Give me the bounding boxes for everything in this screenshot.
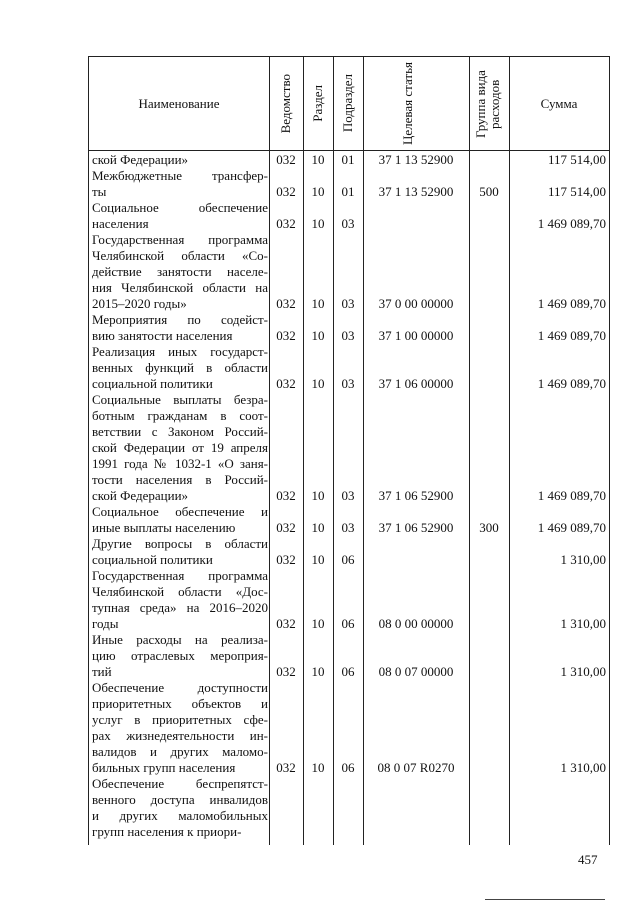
cell-razdel: 10 — [311, 520, 325, 535]
cell-podrazdel: 06 — [341, 664, 355, 679]
cell-celevaya: 37 1 06 52900 — [378, 520, 454, 535]
row-name-line: Иные расходы на реализа- — [92, 632, 268, 647]
cell-summa: 1 469 089,70 — [537, 296, 606, 311]
cell-podrazdel: 03 — [341, 216, 355, 231]
header-razdel: Раздел — [310, 85, 325, 122]
cell-summa: 1 469 089,70 — [537, 216, 606, 231]
cell-razdel: 10 — [311, 328, 325, 343]
cell-podrazdel: 03 — [341, 488, 355, 503]
row-name-line: действие занятости населе- — [92, 264, 268, 279]
table-row — [89, 344, 609, 392]
cell-razdel: 10 — [311, 216, 325, 231]
row-name-line: социальной политики — [92, 376, 213, 391]
cell-podrazdel: 03 — [341, 520, 355, 535]
row-name — [92, 152, 268, 168]
cell-summa: 1 469 089,70 — [537, 520, 606, 535]
cell-podrazdel: 03 — [341, 328, 355, 343]
row-name-line: венного доступа инвалидов — [92, 792, 268, 807]
row-name-line: ской Федерации от 19 апреля — [92, 440, 268, 455]
row-name — [92, 504, 268, 536]
cell-celevaya: 37 1 06 52900 — [378, 488, 454, 503]
row-name-line: Обеспечение доступности — [92, 680, 268, 695]
cell-razdel: 10 — [311, 664, 325, 679]
row-name — [92, 344, 268, 392]
table-row — [89, 632, 609, 680]
cell-podrazdel: 03 — [341, 376, 355, 391]
cell-celevaya: 37 1 13 52900 — [378, 184, 454, 199]
cell-podrazdel: 03 — [341, 296, 355, 311]
cell-celevaya: 37 1 13 52900 — [378, 152, 454, 167]
cell-ved: 032 — [276, 616, 296, 631]
cell-razdel: 10 — [311, 760, 325, 775]
row-name-line: ской Федерации» — [92, 488, 189, 503]
row-name-line: Социальное обеспечение — [92, 200, 268, 215]
row-name-line: цию отраслевых мероприя- — [92, 648, 268, 663]
row-name-line: ботным гражданам в соот- — [92, 408, 268, 423]
cell-razdel: 10 — [311, 152, 325, 167]
cell-podrazdel: 01 — [341, 184, 355, 199]
table-row — [89, 168, 609, 200]
cell-razdel: 10 — [311, 296, 325, 311]
budget-table — [88, 56, 610, 845]
row-name-line: населения — [92, 216, 149, 231]
row-name-line: бильных групп населения — [92, 760, 236, 775]
row-name-line: тупная среда» на 2016–2020 — [92, 600, 268, 615]
table-row — [89, 776, 609, 840]
table-row — [89, 536, 609, 568]
row-name-line: венных функций в области — [92, 360, 268, 375]
row-name — [92, 776, 268, 840]
header-gruppa: Группа вида расходов — [473, 69, 502, 138]
header-podrazdel: Подраздел — [340, 74, 355, 133]
row-name-line: Межбюджетные трансфер- — [92, 168, 268, 183]
row-name-line: Обеспечение беспрепятст- — [92, 776, 268, 791]
header-podrazdel-cell — [333, 57, 363, 150]
row-name-line: услуг в приоритетных сфе- — [92, 712, 268, 727]
page-number: 457 — [578, 852, 598, 867]
footer-line — [485, 899, 605, 900]
row-name-line: иные выплаты населению — [92, 520, 236, 535]
cell-gruppa: 300 — [479, 520, 499, 535]
row-name-line: Реализация иных государст- — [92, 344, 268, 359]
row-name-line: 1991 года № 1032-1 «О заня- — [92, 456, 268, 471]
row-name-line: рах жизнедеятельности ин- — [92, 728, 268, 743]
row-name — [92, 536, 268, 568]
row-name-line: Государственная программа — [92, 568, 268, 583]
row-name — [92, 392, 268, 504]
cell-celevaya: 08 0 07 R0270 — [377, 760, 455, 775]
cell-ved: 032 — [276, 488, 296, 503]
row-name — [92, 680, 268, 776]
cell-celevaya: 08 0 00 00000 — [378, 616, 454, 631]
row-name — [92, 568, 268, 632]
row-name — [92, 232, 268, 312]
cell-celevaya: 37 0 00 00000 — [378, 296, 454, 311]
cell-ved: 032 — [276, 760, 296, 775]
cell-ved: 032 — [276, 184, 296, 199]
cell-summa: 1 469 089,70 — [537, 488, 606, 503]
cell-summa: 1 310,00 — [560, 760, 606, 775]
cell-ved: 032 — [276, 664, 296, 679]
cell-ved: 032 — [276, 328, 296, 343]
cell-ved: 032 — [276, 152, 296, 167]
row-name-line: вию занятости населения — [92, 328, 233, 343]
row-name-line: и других маломобильных — [92, 808, 268, 823]
row-name-line: Социальные выплаты безра- — [92, 392, 268, 407]
header-summa-cell — [509, 57, 609, 150]
row-name-line: тий — [92, 664, 112, 679]
row-name-line: социальной политики — [92, 552, 213, 567]
row-name-line: Мероприятия по содейст- — [92, 312, 268, 327]
cell-podrazdel: 06 — [341, 552, 355, 567]
row-name — [92, 168, 268, 200]
row-name-line: Челябинской области «Дос- — [92, 584, 268, 599]
row-name-line: годы — [92, 616, 119, 631]
header-celevaya: Целевая статья — [400, 61, 415, 145]
cell-ved: 032 — [276, 216, 296, 231]
header-summa: Сумма — [540, 95, 578, 111]
cell-celevaya: 37 1 00 00000 — [378, 328, 454, 343]
cell-ved: 032 — [276, 376, 296, 391]
row-name — [92, 200, 268, 232]
cell-summa: 1 310,00 — [560, 664, 606, 679]
row-name-line: тости населения в Россий- — [92, 472, 268, 487]
cell-summa: 1 310,00 — [560, 552, 606, 567]
row-name — [92, 312, 268, 344]
table-row — [89, 680, 609, 776]
row-name-line: ния Челябинской области на — [92, 280, 268, 295]
row-name — [92, 632, 268, 680]
header-name: Наименование — [138, 95, 220, 111]
header-celevaya-cell — [363, 57, 469, 150]
table-header — [89, 57, 609, 151]
table-row — [89, 312, 609, 344]
row-name-line: Социальное обеспечение и — [92, 504, 268, 519]
cell-razdel: 10 — [311, 376, 325, 391]
cell-razdel: 10 — [311, 552, 325, 567]
row-name-line: Челябинской области «Со- — [92, 248, 268, 263]
cell-podrazdel: 01 — [341, 152, 355, 167]
row-name-line: ты — [92, 184, 107, 199]
row-name-line: групп населения к приори- — [92, 824, 242, 839]
cell-podrazdel: 06 — [341, 616, 355, 631]
table-row — [89, 232, 609, 312]
cell-ved: 032 — [276, 552, 296, 567]
row-name-line: ветствии с Законом Россий- — [92, 424, 268, 439]
row-name-line: Государственная программа — [92, 232, 268, 247]
table-row — [89, 152, 609, 168]
table-row — [89, 392, 609, 504]
header-name-cell — [89, 57, 269, 150]
cell-gruppa: 500 — [479, 184, 499, 199]
row-name-line: валидов и других маломо- — [92, 744, 268, 759]
cell-razdel: 10 — [311, 616, 325, 631]
cell-ved: 032 — [276, 296, 296, 311]
row-name-line: Другие вопросы в области — [92, 536, 268, 551]
table-row — [89, 568, 609, 632]
cell-razdel: 10 — [311, 184, 325, 199]
header-ved-cell — [269, 57, 303, 150]
cell-summa: 1 469 089,70 — [537, 376, 606, 391]
row-name-line: приоритетных объектов и — [92, 696, 268, 711]
table-row — [89, 504, 609, 536]
cell-razdel: 10 — [311, 488, 325, 503]
cell-celevaya: 37 1 06 00000 — [378, 376, 454, 391]
cell-summa: 1 310,00 — [560, 616, 606, 631]
header-ved: Ведомство — [278, 73, 293, 134]
row-name-line: ской Федерации» — [92, 152, 189, 167]
cell-summa: 117 514,00 — [547, 184, 606, 199]
header-gruppa-cell — [469, 57, 509, 150]
table-row — [89, 200, 609, 232]
cell-ved: 032 — [276, 520, 296, 535]
row-name-line: 2015–2020 годы» — [92, 296, 187, 311]
cell-summa: 1 469 089,70 — [537, 328, 606, 343]
cell-celevaya: 08 0 07 00000 — [378, 664, 454, 679]
cell-podrazdel: 06 — [341, 760, 355, 775]
header-razdel-cell — [303, 57, 333, 150]
cell-summa: 117 514,00 — [547, 152, 606, 167]
